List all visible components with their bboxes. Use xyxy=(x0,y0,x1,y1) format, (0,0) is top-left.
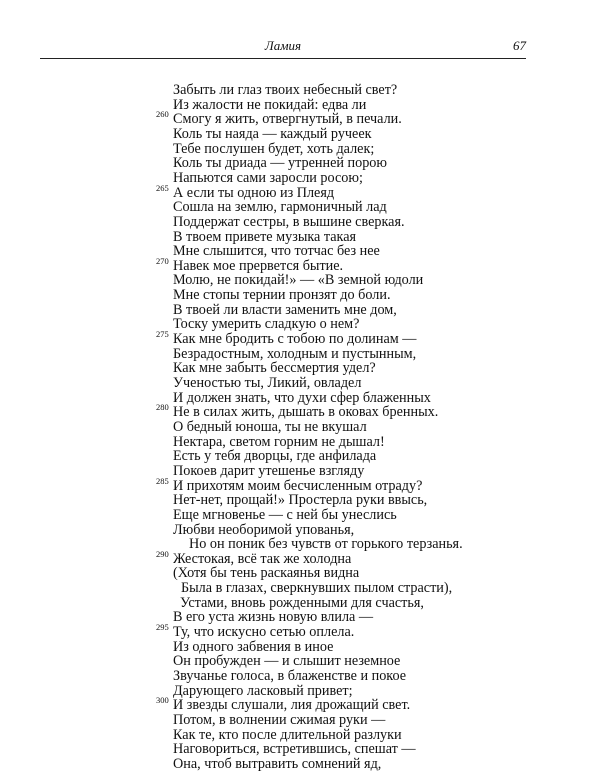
poem-line: Безрадостным, холодным и пустынным, xyxy=(173,345,417,362)
poem-line: Из одного забвения в иное xyxy=(173,638,334,655)
poem-line: Ученостью ты, Ликий, овладел xyxy=(173,375,362,391)
poem-line: Звучанье голоса, в блаженстве и покое xyxy=(173,668,407,684)
poem-line: Нет-нет, прощай!» Простерла руки ввысь, xyxy=(173,492,428,509)
poem-line: Коль ты наяда — каждый ручеек xyxy=(173,125,372,142)
poem-line: И прихотям моим бесчисленным отраду? xyxy=(173,477,423,494)
poem-line: Молю, не покидай!» — «В земной юдоли xyxy=(173,272,424,289)
poem-line: Наговориться, встретившись, спешат — xyxy=(173,741,416,758)
poem-line: В твоем привете музыка такая xyxy=(173,228,357,245)
poem-line: Она, чтоб вытравить сомнений яд, xyxy=(173,755,382,772)
line-number: 280 xyxy=(156,402,169,413)
poem-line: Забыть ли глаз твоих небесный свет? xyxy=(173,82,398,98)
poem-line: Но он поник без чувств от горького терзанья. xyxy=(189,536,463,553)
poem-line: (Хотя бы тень раскаянья видна xyxy=(173,565,360,582)
line-number: 295 xyxy=(156,622,169,633)
poem-line: Из жалости не покидай: едва ли xyxy=(173,96,367,113)
line-number: 270 xyxy=(156,255,169,266)
poem-line: Потом, в волнении сжимая руки — xyxy=(173,711,386,728)
poem-line: Тоску умерить сладкую о нем? xyxy=(173,316,360,333)
poem-line: Нектара, светом горним не дышал! xyxy=(173,433,385,450)
poem-line: Дарующего ласковый привет; xyxy=(173,682,353,699)
poem-line: В его уста жизнь новую влила — xyxy=(173,609,374,626)
page-number: 67 xyxy=(513,38,526,53)
line-number: 290 xyxy=(156,548,169,559)
poem-line: А если ты одною из Плеяд xyxy=(173,184,335,201)
poem-line: О бедный юноша, ты не вкушал xyxy=(173,418,367,435)
line-number: 275 xyxy=(156,329,169,340)
poem-line: И звезды слушали, лия дрожащий свет. xyxy=(173,697,411,714)
poem-line: Была в глазах, сверкнувших пылом страсти), xyxy=(181,580,453,597)
poem-line: Как мне забыть бессмертия удел? xyxy=(173,360,376,377)
poem-line: Мне слышится, что тотчас без нее xyxy=(173,243,380,260)
poem-line: Он пробужден — и слышит неземное xyxy=(173,653,401,670)
poem-line: В твоей ли власти заменить мне дом, xyxy=(173,301,397,318)
poem-line: Смогу я жить, отвергнутый, в печали. xyxy=(173,111,402,128)
poem-line: И должен знать, что духи сфер блаженных xyxy=(173,389,431,406)
poem-line: Тебе послушен будет, хоть далек; xyxy=(173,140,375,157)
poem-line: Ту, что искусно сетью оплела. xyxy=(173,624,355,641)
line-number: 300 xyxy=(156,695,169,706)
poem-line: Покоев дарит утешенье взгляду xyxy=(173,462,365,479)
poem-line: Напьются сами заросли росою; xyxy=(173,169,363,186)
poem-line: Устами, вновь рожденными для счастья, xyxy=(180,594,424,611)
poem-line: Любви необоримой упованья, xyxy=(173,521,355,538)
poem-line: Коль ты дриада — утренней порою xyxy=(173,155,387,172)
poem-line: Еще мгновенье — с ней бы унеслись xyxy=(173,506,397,523)
line-number: 260 xyxy=(156,109,169,120)
line-number: 285 xyxy=(156,475,169,486)
poem-line: Как те, кто после длительной разлуки xyxy=(173,726,402,743)
poem-line: Как мне бродить с тобою по долинам — xyxy=(173,331,417,348)
poem-line: Навек мое прервется бытие. xyxy=(173,257,344,274)
poem-line: Жестокая, всё так же холодна xyxy=(173,550,352,567)
poem-line: Не в силах жить, дышать в оковах бренных. xyxy=(173,404,439,421)
poem-line: Мне стопы тернии пронзят до боли. xyxy=(173,287,391,304)
poem-line: Сошла на землю, гармоничный лад xyxy=(173,199,387,216)
running-title: Ламия xyxy=(264,38,302,53)
poem-line: Поддержат сестры, в вышине сверкая. xyxy=(173,213,405,230)
line-number: 265 xyxy=(156,182,169,193)
poem-line: Есть у тебя дворцы, где анфилада xyxy=(173,448,377,465)
